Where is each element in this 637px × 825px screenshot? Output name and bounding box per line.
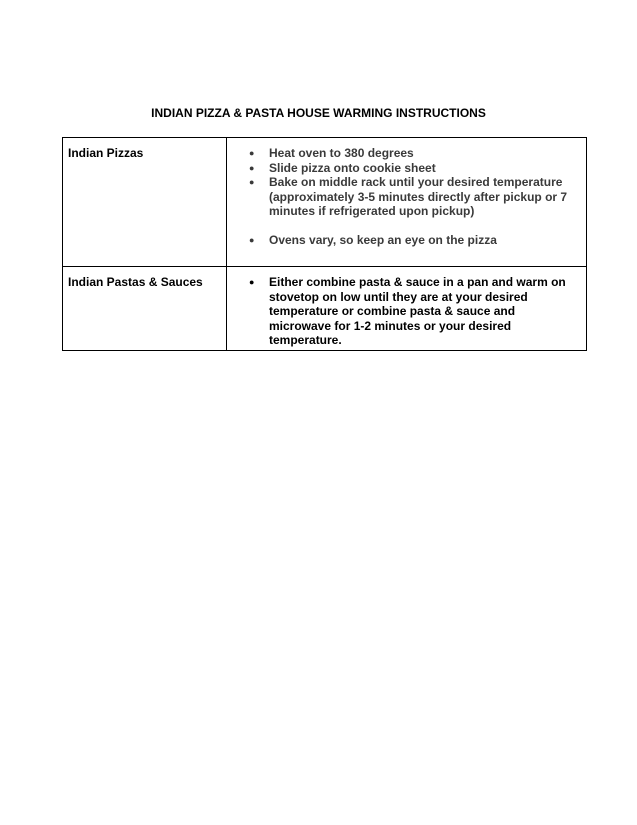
step-item: ● Slide pizza onto cookie sheet — [269, 161, 576, 176]
step-item: ● Bake on middle rack until your desired temperature (approximately 3-5 minutes directly after pickup or 7 minutes if refrigerated upon pickup) — [269, 175, 576, 219]
step-item: ● Either combine pasta & sauce in a pan and warm on stovetop on low until they are at your desired temperature or combine pasta & sauce and microwave for 1-2 minutes or your desired temperature. — [269, 275, 576, 348]
table-row — [63, 138, 587, 267]
item-name-cell: Indian Pizzas — [63, 138, 227, 267]
item-name-cell: Indian Pastas & Sauces — [63, 267, 227, 351]
table-row — [63, 267, 587, 351]
steps-cell — [227, 138, 587, 267]
steps-list — [227, 146, 576, 248]
step-item: ● Ovens vary, so keep an eye on the pizza — [269, 233, 576, 248]
steps-list — [227, 275, 576, 348]
steps-cell — [227, 267, 587, 351]
instructions-table — [62, 137, 587, 351]
step-item: ● Heat oven to 380 degrees — [269, 146, 576, 161]
page-title: INDIAN PIZZA & PASTA HOUSE WARMING INSTRUCTIONS — [151, 106, 486, 120]
